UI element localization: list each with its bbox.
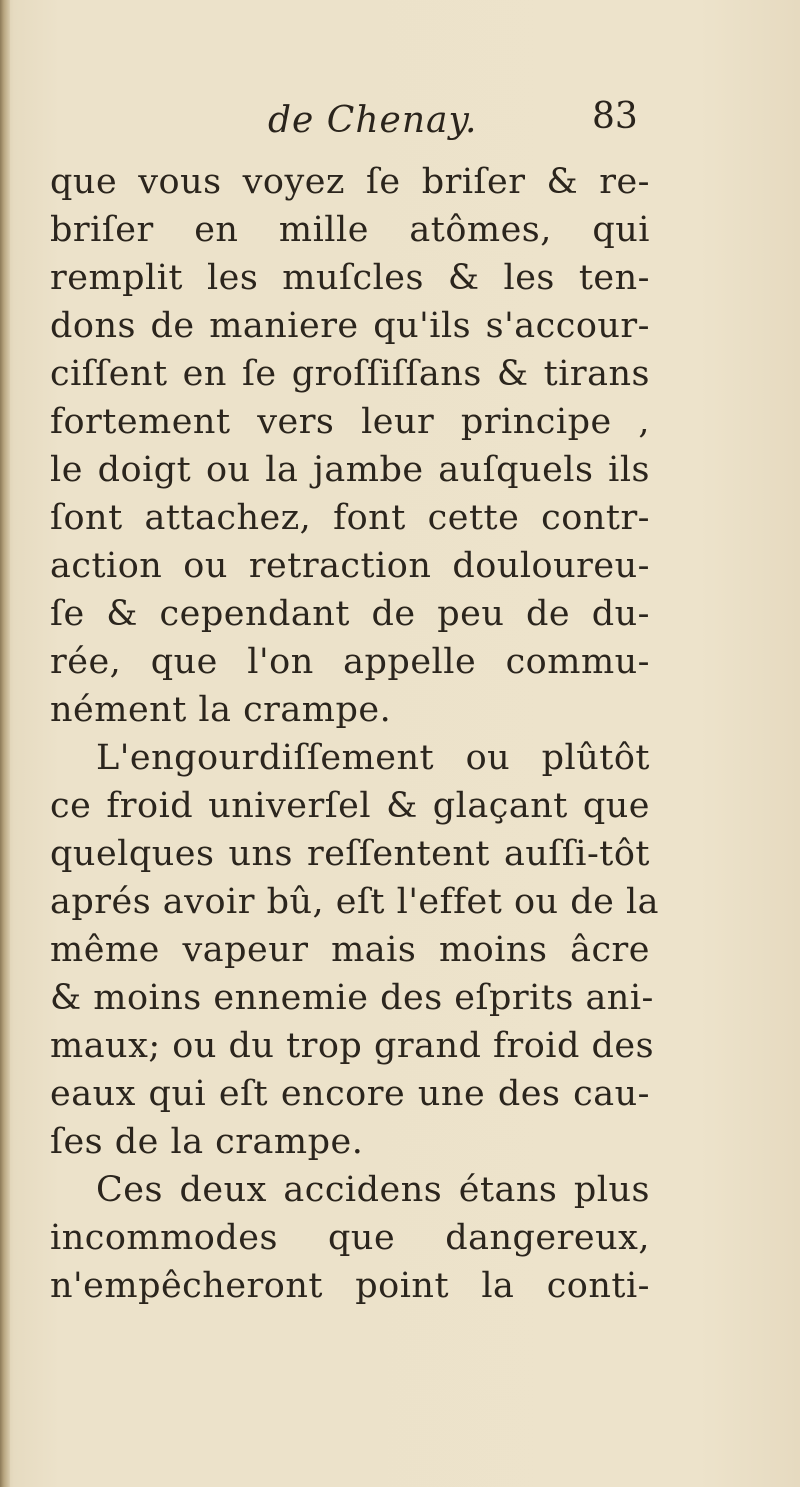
text-line: même vapeur mais moins âcre — [50, 930, 650, 970]
text-line: eaux qui eſt encore une des cau- — [50, 1074, 650, 1114]
running-head: de Chenay. — [268, 100, 478, 141]
text-line: incommodes que dangereux, — [50, 1218, 650, 1258]
text-line: action ou retraction douloureu- — [50, 546, 650, 586]
text-line: ſe & cependant de peu de du- — [50, 594, 650, 634]
text-line: dons de maniere qu'ils s'accour- — [50, 306, 650, 346]
text-line: ce froid univerſel & glaçant que — [50, 786, 650, 826]
page-gutter — [0, 0, 10, 1487]
body-text — [50, 158, 660, 1310]
text-line: aprés avoir bû, eſt l'effet ou de la — [50, 882, 660, 922]
text-line: briſer en mille atômes, qui — [50, 210, 650, 250]
paragraph-3 — [50, 1166, 650, 1310]
text-line: & moins ennemie des eſprits ani- — [50, 978, 654, 1018]
page-header — [52, 96, 652, 146]
text-line: que vous voyez ſe briſer & re- — [50, 162, 650, 202]
text-line: ciſſent en ſe groſſiſſans & tirans — [50, 354, 650, 394]
text-line: Ces deux accidens étans plus — [96, 1170, 650, 1210]
text-line: n'empêcheront point la conti- — [50, 1266, 650, 1306]
text-line: remplit les muſcles & les ten- — [50, 258, 650, 298]
text-line: le doigt ou la jambe auſquels ils — [50, 450, 650, 490]
text-line: ſes de la crampe. — [50, 1122, 364, 1162]
text-line: quelques uns reſſentent auſſi-tôt — [50, 834, 650, 874]
text-line: ſont attachez, font cette contr- — [50, 498, 650, 538]
paragraph-1 — [50, 158, 650, 734]
text-line: L'engourdiſſement ou plûtôt — [96, 738, 650, 778]
text-line: nément la crampe. — [50, 690, 392, 730]
text-line: rée, que l'on appelle commu- — [50, 642, 650, 682]
page-number: 83 — [592, 96, 638, 137]
text-line: fortement vers leur principe , — [50, 402, 650, 442]
text-line: maux; ou du trop grand froid des — [50, 1026, 655, 1066]
paragraph-2 — [50, 734, 660, 1166]
